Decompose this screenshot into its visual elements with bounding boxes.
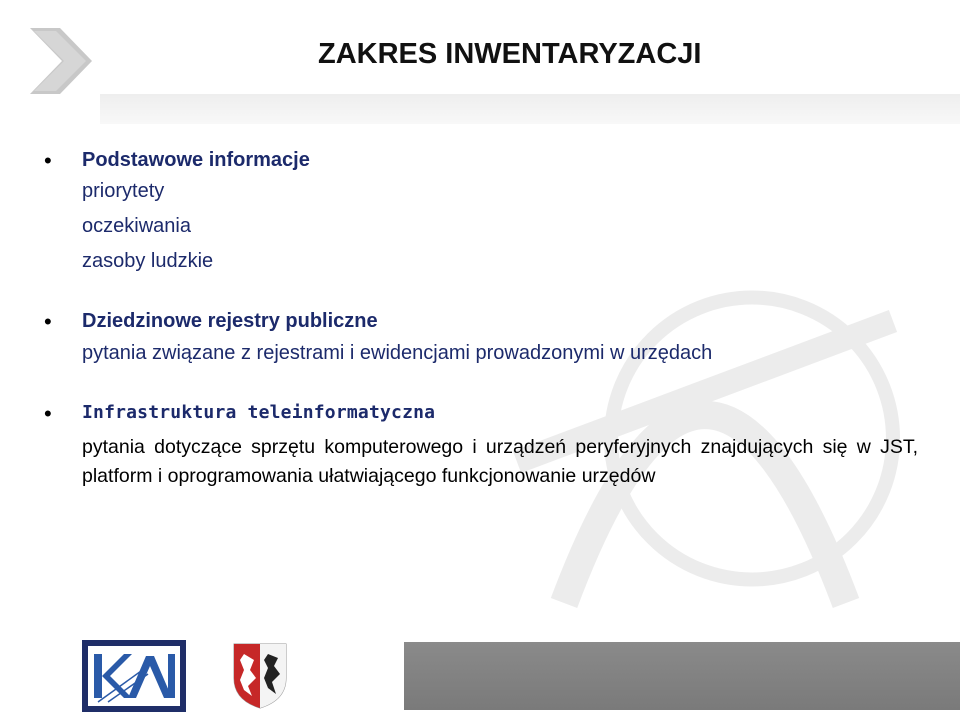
section-heading: Dziedzinowe rejestry publiczne bbox=[82, 310, 378, 332]
list-item: zasoby ludzkie bbox=[82, 250, 214, 272]
section-heading: Infrastruktura teleinformatyczna bbox=[82, 402, 436, 423]
bullet-icon: • bbox=[44, 148, 52, 173]
kai-logo bbox=[82, 640, 186, 712]
bullet-icon: • bbox=[44, 401, 52, 426]
slide-title: ZAKRES INWENTARYZACJI bbox=[318, 38, 702, 70]
list-item: priorytety bbox=[82, 180, 165, 202]
section-heading: Podstawowe informacje bbox=[82, 149, 310, 171]
section-infrastructure bbox=[44, 399, 918, 491]
section-registers bbox=[44, 307, 918, 371]
list-item: pytania związane z rejestrami i ewidencjami prowadzonymi w urzędach bbox=[82, 342, 713, 364]
list-item: oczekiwania bbox=[82, 215, 191, 237]
section-paragraph: pytania dotyczące sprzętu komputerowego i urządzeń peryferyjnych znajdujących się w JST, platform i oprogramowania ułatwiającego funkcjonowanie urzędów bbox=[82, 436, 918, 487]
bullet-icon: • bbox=[44, 309, 52, 334]
coat-of-arms-crest bbox=[230, 640, 290, 710]
slide-content bbox=[44, 146, 918, 491]
chevron-right-icon bbox=[30, 28, 92, 94]
title-underline-bar bbox=[100, 94, 960, 124]
footer-bar bbox=[404, 642, 960, 710]
section-basic-info bbox=[44, 146, 918, 279]
